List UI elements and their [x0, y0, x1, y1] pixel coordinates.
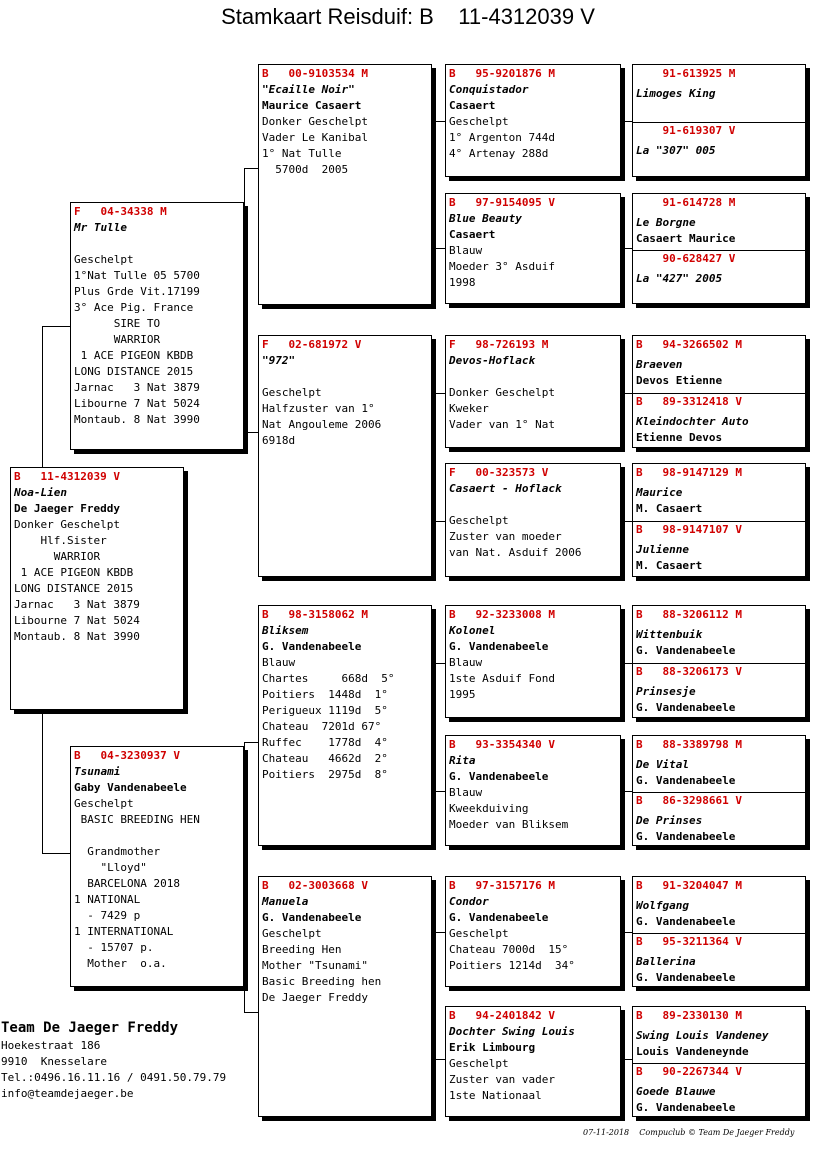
breeder-name: G. Vandenabeele — [449, 770, 549, 783]
ggp-cock — [633, 737, 805, 789]
pigeon-name: La "427" 2005 — [636, 272, 723, 285]
pigeon-line: Montaub. 8 Nat 3990 — [74, 413, 200, 426]
connector-line — [621, 121, 632, 122]
connector-line — [42, 326, 72, 327]
pigeon-line: 4° Artenay 288d — [449, 147, 549, 160]
pigeon-card-mmm — [445, 1006, 621, 1117]
pigeon-name: Le Borgne — [636, 216, 696, 229]
pigeon-card-fmf — [445, 335, 621, 448]
ring-number: B 97-3157176 M — [449, 879, 555, 892]
pigeon-name: Condor — [449, 895, 489, 908]
pigeon-card-mf — [258, 605, 432, 846]
pair-divider — [633, 122, 805, 123]
connector-line — [621, 663, 632, 664]
pigeon-line: 1° Argenton 744d — [449, 131, 555, 144]
connector-line — [432, 393, 433, 521]
pigeon-line: Chartes 668d 5° — [262, 672, 395, 685]
pigeon-name: Mr Tulle — [74, 221, 127, 234]
pair-divider — [633, 663, 805, 664]
pigeon-line: - 15707 p. — [74, 941, 154, 954]
pigeon-card-mfm — [445, 735, 621, 846]
ring-number: B 00-9103534 M — [262, 67, 368, 80]
pigeon-line: Blauw — [449, 244, 483, 257]
ring-number: B 98-9147129 M — [636, 466, 742, 479]
breeder-name: G. Vandenabeele — [636, 774, 736, 787]
pigeon-line: Mother o.a. — [74, 957, 167, 970]
ggp-cock — [633, 195, 805, 247]
ring-number: B 92-3233008 M — [449, 608, 555, 621]
pigeon-line: Zuster van vader — [449, 1073, 555, 1086]
pigeon-line: Geschelpt — [449, 1057, 509, 1070]
pigeon-line: Poitiers 2975d 8° — [262, 768, 388, 781]
pigeon-name: Prinsesje — [636, 685, 696, 698]
connector-line — [42, 326, 43, 468]
pigeon-line: BASIC BREEDING HEN — [74, 813, 200, 826]
connector-line — [42, 712, 43, 854]
pigeon-line: Blauw — [449, 656, 483, 669]
pigeon-card-mmf — [445, 876, 621, 987]
pigeon-line: Basic Breeding hen — [262, 975, 382, 988]
ring-number: B 95-9201876 M — [449, 67, 555, 80]
breeder-name: Casaert — [449, 99, 496, 112]
pigeon-card-fm — [258, 335, 432, 577]
connector-line — [432, 121, 433, 248]
pigeon-line: Vader van 1° Nat — [449, 418, 555, 431]
breeder-name — [633, 102, 805, 118]
pigeon-card-ff — [258, 64, 432, 305]
ring-number: B 98-3158062 M — [262, 608, 368, 621]
ggp-cock — [633, 66, 805, 118]
pigeon-line: Breeding Hen — [262, 943, 342, 956]
connector-line — [432, 121, 445, 122]
pigeon-name: Goede Blauwe — [636, 1085, 716, 1098]
breeder-name: M. Casaert — [636, 559, 703, 572]
breeder-name: G. Vandenabeele — [636, 830, 736, 843]
pigeon-name: Julienne — [636, 543, 689, 556]
pigeon-name: Kolonel — [449, 624, 496, 637]
connector-line — [244, 742, 245, 1012]
breeder-name: De Jaeger Freddy — [14, 502, 120, 515]
pigeon-line: BARCELONA 2018 — [74, 877, 180, 890]
pigeon-line: 1ste Asduif Fond — [449, 672, 555, 685]
pigeon-name: Manuela — [262, 895, 309, 908]
pigeon-line: 1 ACE PIGEON KBDB — [74, 349, 194, 362]
pigeon-line — [446, 497, 620, 513]
connector-line — [432, 1059, 445, 1060]
ggp-pair-box — [632, 64, 806, 177]
connector-line — [244, 1012, 258, 1013]
ggp-hen — [633, 934, 805, 986]
ring-number: B 88-3206173 V — [636, 665, 742, 678]
pigeon-line: Jarnac 3 Nat 3879 — [74, 381, 200, 394]
pigeon-line: Nat Angouleme 2006 — [262, 418, 382, 431]
pigeon-line: 5700d 2005 — [262, 163, 349, 176]
pigeon-name: Ballerina — [636, 955, 696, 968]
ring-number: 91-614728 M — [636, 196, 736, 209]
breeder-name: G. Vandenabeele — [636, 644, 736, 657]
breeder-name: Maurice Casaert — [262, 99, 362, 112]
pigeon-line: Plus Grde Vit.17199 — [74, 285, 200, 298]
pigeon-line: Geschelpt — [74, 797, 134, 810]
pigeon-line: Chateau 7000d 15° — [449, 943, 569, 956]
pigeon-name: De Prinses — [636, 814, 703, 827]
connector-line — [432, 663, 445, 664]
breeder-name: G. Vandenabeele — [449, 911, 549, 924]
team-info — [1, 1018, 226, 1102]
ggp-hen — [633, 664, 805, 716]
connector-line — [432, 791, 445, 792]
pigeon-name: Noa-Lien — [14, 486, 67, 499]
pigeon-card-fff — [445, 64, 621, 177]
pigeon-line: Halfzuster van 1° — [262, 402, 375, 415]
ring-number: F 02-681972 V — [262, 338, 362, 351]
ring-number: F 98-726193 M — [449, 338, 549, 351]
pigeon-card-mm — [258, 876, 432, 1117]
pigeon-line: LONG DISTANCE 2015 — [74, 365, 194, 378]
pigeon-line: Donker Geschelpt — [14, 518, 120, 531]
ring-number: B 95-3211364 V — [636, 935, 742, 948]
pigeon-line: Geschelpt — [262, 927, 322, 940]
pigeon-name: Bliksem — [262, 624, 309, 637]
ring-number: 91-613925 M — [636, 67, 736, 80]
pigeon-line: 3° Ace Pig. France — [74, 301, 194, 314]
pigeon-line: Perigueux 1119d 5° — [262, 704, 388, 717]
ggp-cock — [633, 1008, 805, 1060]
pigeon-line: Grandmother — [74, 845, 161, 858]
pigeon-line: Ruffec 1778d 4° — [262, 736, 388, 749]
pigeon-line: Blauw — [262, 656, 296, 669]
pair-divider — [633, 250, 805, 251]
pigeon-name: Casaert - Hoflack — [449, 482, 562, 495]
breeder-name: Casaert Maurice — [636, 232, 736, 245]
pigeon-line: Kweekduiving — [449, 802, 529, 815]
breeder-name: G. Vandenabeele — [636, 1101, 736, 1114]
breeder-name — [633, 287, 805, 303]
pigeon-line — [259, 369, 431, 385]
pigeon-name: Rita — [449, 754, 476, 767]
pigeon-name: Swing Louis Vandeney — [636, 1029, 769, 1042]
pigeon-line: LONG DISTANCE 2015 — [14, 582, 134, 595]
pigeon-card-mother — [70, 746, 244, 987]
ggp-hen — [633, 522, 805, 574]
team-address: Hoekestraat 186 — [1, 1039, 101, 1052]
ring-number: B 88-3206112 M — [636, 608, 742, 621]
connector-line — [42, 853, 70, 854]
connector-line — [244, 168, 245, 432]
breeder-name: G. Vandenabeele — [262, 911, 362, 924]
pigeon-card-subject — [10, 467, 184, 710]
ggp-pair-box — [632, 876, 806, 987]
ring-number: B 91-3204047 M — [636, 879, 742, 892]
breeder-name — [633, 159, 805, 175]
pigeon-card-mff — [445, 605, 621, 718]
connector-line — [432, 932, 433, 1059]
pigeon-card-fmm — [445, 463, 621, 577]
pigeon-line: WARRIOR — [14, 550, 101, 563]
pigeon-line: Hlf.Sister — [14, 534, 107, 547]
footer-credit: 07-11-2018 Compuclub © Team De Jaeger Freddy — [583, 1128, 795, 1137]
connector-line — [432, 393, 445, 394]
team-phone: Tel.:0496.16.11.16 / 0491.50.79.79 — [1, 1071, 227, 1084]
pigeon-name: De Vital — [636, 758, 689, 771]
ring-number: B 98-9147107 V — [636, 523, 742, 536]
ring-number: F 04-34338 M — [74, 205, 167, 218]
pigeon-name: La "307" 005 — [636, 144, 716, 157]
ring-number: B 02-3003668 V — [262, 879, 368, 892]
connector-line — [432, 521, 445, 522]
pigeon-line: Jarnac 3 Nat 3879 — [14, 598, 140, 611]
pigeon-line: SIRE TO — [74, 317, 161, 330]
breeder-name: G. Vandenabeele — [636, 915, 736, 928]
pigeon-card-father — [70, 202, 244, 450]
pigeon-name: "972" — [262, 354, 296, 367]
ring-number: B 97-9154095 V — [449, 196, 555, 209]
connector-line — [244, 168, 258, 169]
ring-number: 91-619307 V — [636, 124, 736, 137]
pigeon-line: Zuster van moeder — [449, 530, 562, 543]
pigeon-line: - 7429 p — [74, 909, 141, 922]
team-email: info@teamdejaeger.be — [1, 1087, 134, 1100]
ggp-pair-box — [632, 193, 806, 304]
pigeon-line — [71, 828, 243, 844]
connector-line — [621, 393, 632, 394]
ggp-pair-box — [632, 335, 806, 448]
ring-number: B 86-3298661 V — [636, 794, 742, 807]
ring-number: B 88-3389798 M — [636, 738, 742, 751]
ring-number: B 04-3230937 V — [74, 749, 180, 762]
pigeon-line: 1995 — [449, 688, 476, 701]
ring-number: B 89-2330130 M — [636, 1009, 742, 1022]
pigeon-line: Donker Geschelpt — [262, 115, 368, 128]
pigeon-line — [446, 369, 620, 385]
breeder-name: Louis Vandeneynde — [636, 1045, 749, 1058]
pigeon-line: Geschelpt — [449, 514, 509, 527]
breeder-name: G. Vandenabeele — [449, 640, 549, 653]
breeder-name: G. Vandenabeele — [636, 971, 736, 984]
pigeon-card-ffm — [445, 193, 621, 304]
breeder-name: G. Vandenabeele — [636, 701, 736, 714]
pigeon-line: Geschelpt — [449, 115, 509, 128]
pigeon-line: Poitiers 1214d 34° — [449, 959, 575, 972]
ggp-pair-box — [632, 1006, 806, 1117]
pigeon-line: Donker Geschelpt — [449, 386, 555, 399]
pigeon-line: Geschelpt — [262, 386, 322, 399]
pigeon-name: Conquistador — [449, 83, 529, 96]
pigeon-line: Kweker — [449, 402, 489, 415]
breeder-name: Devos Etienne — [636, 374, 723, 387]
ring-number: B 90-2267344 V — [636, 1065, 742, 1078]
ring-number: B 89-3312418 V — [636, 395, 742, 408]
connector-line — [621, 1059, 632, 1060]
team-name: Team De Jaeger Freddy — [1, 1020, 179, 1036]
breeder-name: Erik Limbourg — [449, 1041, 536, 1054]
pigeon-name: Limoges King — [636, 87, 716, 100]
pair-divider — [633, 1063, 805, 1064]
pair-divider — [633, 792, 805, 793]
connector-line — [432, 248, 445, 249]
ggp-pair-box — [632, 735, 806, 846]
ggp-hen — [633, 1064, 805, 1116]
breeder-name: M. Casaert — [636, 502, 703, 515]
pigeon-name: Maurice — [636, 486, 683, 499]
connector-line — [244, 742, 258, 743]
pigeon-line: 1 NATIONAL — [74, 893, 141, 906]
pigeon-name: Braeven — [636, 358, 683, 371]
ggp-pair-box — [632, 463, 806, 577]
pigeon-line: Libourne 7 Nat 5024 — [74, 397, 200, 410]
connector-line — [244, 432, 258, 433]
connector-line — [621, 791, 632, 792]
pigeon-line: 1998 — [449, 276, 476, 289]
ring-number: F 00-323573 V — [449, 466, 549, 479]
connector-line — [621, 932, 632, 933]
breeder-name: Casaert — [449, 228, 496, 241]
pigeon-line: 1ste Nationaal — [449, 1089, 542, 1102]
connector-line — [432, 932, 445, 933]
pigeon-line: Vader Le Kanibal — [262, 131, 368, 144]
pigeon-line: Montaub. 8 Nat 3990 — [14, 630, 140, 643]
pigeon-line: WARRIOR — [74, 333, 161, 346]
pigeon-name: "Ecaille Noir" — [262, 83, 355, 96]
ggp-cock — [633, 878, 805, 930]
pigeon-line — [71, 236, 243, 252]
pigeon-line: 1 INTERNATIONAL — [74, 925, 174, 938]
ggp-hen — [633, 394, 805, 446]
pigeon-name: Blue Beauty — [449, 212, 522, 225]
pigeon-line: De Jaeger Freddy — [262, 991, 368, 1004]
ggp-hen — [633, 123, 805, 175]
pigeon-line: 1°Nat Tulle 05 5700 — [74, 269, 200, 282]
ggp-cock — [633, 607, 805, 659]
ring-number: 90-628427 V — [636, 252, 736, 265]
connector-line — [621, 248, 632, 249]
pigeon-line: Mother "Tsunami" — [262, 959, 368, 972]
ring-number: B 94-3266502 M — [636, 338, 742, 351]
breeder-name: Gaby Vandenabeele — [74, 781, 187, 794]
pigeon-name: Wolfgang — [636, 899, 689, 912]
pigeon-line: "Lloyd" — [74, 861, 147, 874]
ggp-hen — [633, 251, 805, 303]
pigeon-line: 6918d — [262, 434, 296, 447]
pigeon-line: Libourne 7 Nat 5024 — [14, 614, 140, 627]
connector-line — [432, 663, 433, 791]
ring-number: B 11-4312039 V — [14, 470, 120, 483]
pigeon-line: Chateau 7201d 67° — [262, 720, 382, 733]
breeder-name: Etienne Devos — [636, 431, 723, 444]
page-title: Stamkaart Reisduif: B 11-4312039 V — [221, 4, 595, 29]
pair-divider — [633, 521, 805, 522]
pigeon-line: van Nat. Asduif 2006 — [449, 546, 582, 559]
pigeon-line: 1 ACE PIGEON KBDB — [14, 566, 134, 579]
pigeon-name: Devos-Hoflack — [449, 354, 536, 367]
pigeon-line: Poitiers 1448d 1° — [262, 688, 388, 701]
pigeon-line: 1° Nat Tulle — [262, 147, 342, 160]
pigeon-name: Kleindochter Auto — [636, 415, 749, 428]
pigeon-line: Chateau 4662d 2° — [262, 752, 388, 765]
pair-divider — [633, 933, 805, 934]
team-city: 9910 Knesselare — [1, 1055, 107, 1068]
pigeon-line: Geschelpt — [74, 253, 134, 266]
ggp-pair-box — [632, 605, 806, 718]
connector-line — [621, 521, 632, 522]
pigeon-name: Wittenbuik — [636, 628, 703, 641]
pigeon-name: Dochter Swing Louis — [449, 1025, 575, 1038]
pigeon-line: Geschelpt — [449, 927, 509, 940]
pigeon-line: Blauw — [449, 786, 483, 799]
pigeon-line: Moeder van Bliksem — [449, 818, 569, 831]
ggp-cock — [633, 465, 805, 517]
ring-number: B 93-3354340 V — [449, 738, 555, 751]
breeder-name: G. Vandenabeele — [262, 640, 362, 653]
pigeon-line: Moeder 3° Asduif — [449, 260, 555, 273]
ggp-hen — [633, 793, 805, 845]
pair-divider — [633, 393, 805, 394]
ring-number: B 94-2401842 V — [449, 1009, 555, 1022]
ggp-cock — [633, 337, 805, 389]
pigeon-name: Tsunami — [74, 765, 121, 778]
